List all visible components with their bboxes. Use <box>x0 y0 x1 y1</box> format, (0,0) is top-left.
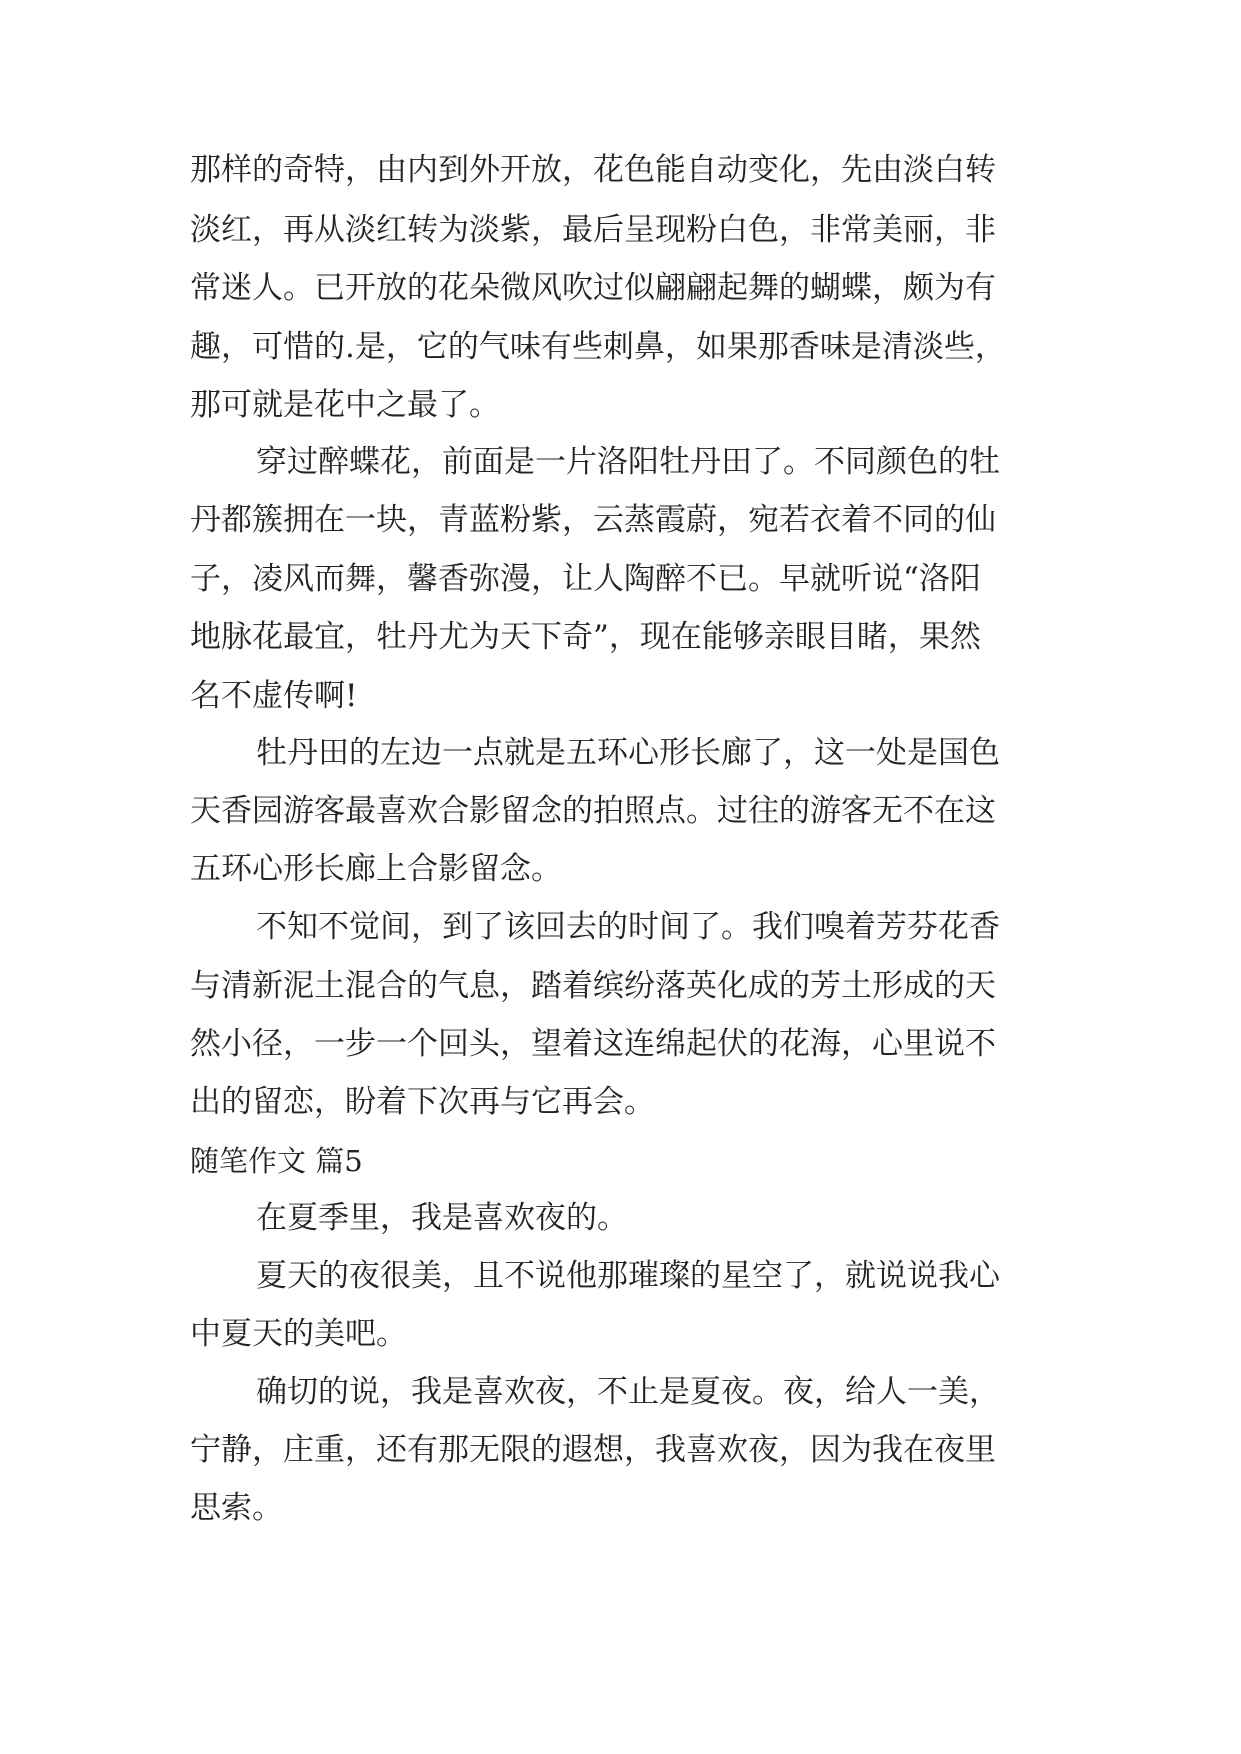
paragraph-first-line: 不知不觉间，到了该回去的时间了。我们嗅着芳芬花香 <box>256 909 1000 945</box>
text-line: 然小径，一步一个回头，望着这连绵起伏的花海，心里说不 <box>190 1026 996 1062</box>
paragraph-first-line: 夏天的夜很美，且不说他那璀璨的星空了，就说说我心 <box>256 1258 1000 1294</box>
text-line: 中夏天的美吧。 <box>190 1316 407 1352</box>
text-line: 思索。 <box>190 1490 283 1526</box>
text-line: 宁静，庄重，还有那无限的遐想，我喜欢夜，因为我在夜里 <box>190 1432 996 1468</box>
text-line: 名不虚传啊! <box>190 678 358 714</box>
paragraph-first-line: 在夏季里，我是喜欢夜的。 <box>256 1200 628 1236</box>
text-line: 常迷人。已开放的花朵微风吹过似翩翩起舞的蝴蝶，颇为有 <box>190 270 996 306</box>
paragraph-first-line: 确切的说，我是喜欢夜，不止是夏夜。夜，给人一美， <box>256 1374 1000 1410</box>
text-line: 五环心形长廊上合影留念。 <box>190 851 562 887</box>
text-line: 出的留恋，盼着下次再与它再会。 <box>190 1084 655 1120</box>
text-line: 子，凌风而舞，馨香弥漫，让人陶醉不已。早就听说“洛阳 <box>190 561 981 597</box>
text-line: 趣，可惜的.是，它的气味有些刺鼻，如果那香味是清淡些， <box>190 329 1006 365</box>
text-line: 那可就是花中之最了。 <box>190 387 500 423</box>
text-line: 淡红，再从淡红转为淡紫，最后呈现粉白色，非常美丽，非 <box>190 212 996 248</box>
paragraph-first-line: 穿过醉蝶花，前面是一片洛阳牡丹田了。不同颜色的牡 <box>256 444 1000 480</box>
text-line: 天香园游客最喜欢合影留念的拍照点。过往的游客无不在这 <box>190 793 996 829</box>
text-line: 丹都簇拥在一块，青蓝粉紫，云蒸霞蔚，宛若衣着不同的仙 <box>190 502 996 538</box>
section-heading: 随笔作文 篇5 <box>190 1144 363 1178</box>
text-line: 与清新泥土混合的气息，踏着缤纷落英化成的芳土形成的天 <box>190 968 996 1004</box>
paragraph-first-line: 牡丹田的左边一点就是五环心形长廊了，这一处是国色 <box>256 735 1000 771</box>
text-line: 地脉花最宜，牡丹尤为天下奇”，现在能够亲眼目睹，果然 <box>190 619 981 655</box>
text-line: 那样的奇特，由内到外开放，花色能自动变化，先由淡白转 <box>190 152 996 188</box>
